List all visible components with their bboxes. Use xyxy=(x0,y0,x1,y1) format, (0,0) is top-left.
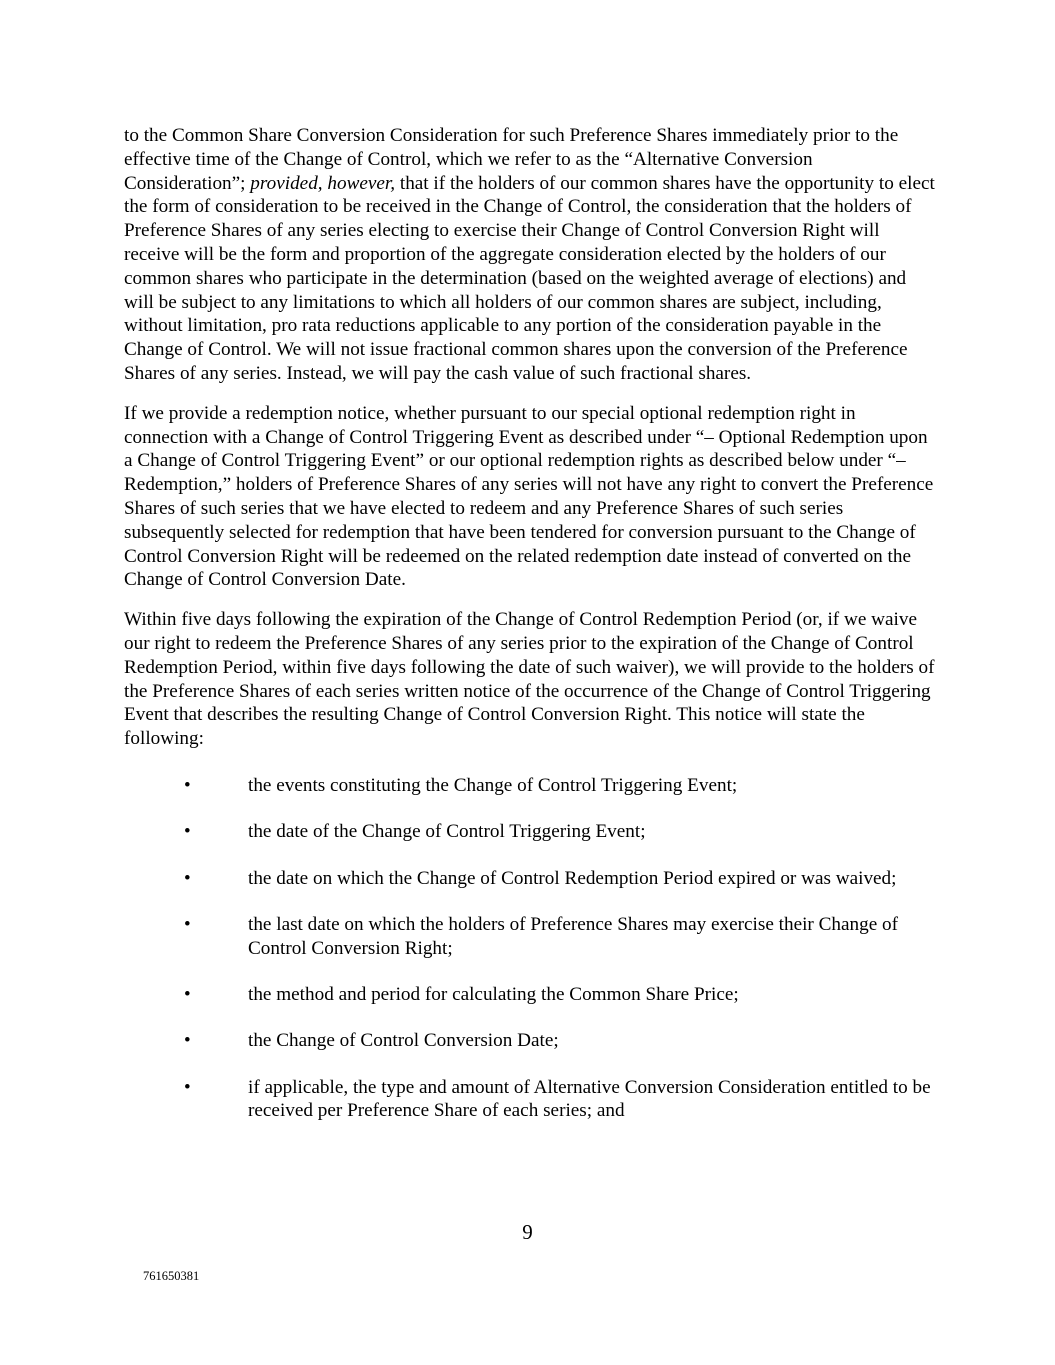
bullet-icon: • xyxy=(184,867,191,889)
list-item xyxy=(124,1029,936,1053)
list-item xyxy=(124,913,936,961)
document-id: 761650381 xyxy=(143,1269,200,1283)
paragraph-1-emphasis: provided, however, xyxy=(250,172,396,194)
paragraph-1-text-after: that if the holders of our common shares have the opportunity to elect the form of consideration to be received in the Change of Control, the consideration that the holders of Preference Shares of any series electing to exercise their Change of Control Conversion Right will receive will be the form and proportion of the aggregate consideration elected by the holders of our common shares who participate in the determination (based on the weighted average of elections) and will be subject to any limitations to which all holders of our common shares are subject, including, without limitation, pro rata reductions applicable to any portion of the consideration payable in the Change of Control. We will not issue fractional common shares upon the conversion of the Preference Shares of any series. Instead, we will pay the cash value of such fractional shares. xyxy=(124,172,935,384)
bullet-icon: • xyxy=(184,983,191,1005)
paragraph-1-text-before: to the Common Share Conversion Consideration for such Preference Shares immediately prior to the effective time of the Change of Control, which we refer to as the “Alternative Conversion Consideration”; xyxy=(124,125,899,194)
document-body xyxy=(124,124,936,1146)
list-item-text: the date on which the Change of Control Redemption Period expired or was waived; xyxy=(248,867,897,889)
list-item xyxy=(124,1076,936,1124)
paragraph-redemption-notice: If we provide a redemption notice, whether pursuant to our special optional redemption right in connection with a Change of Control Triggering Event as described under “– Optional Redemption upon a Change of Control Triggering Event” or our optional redemption rights as described below under “– Redemption,” holders of Preference Shares of any series will not have any right to convert the Preference Shares of such series that we have elected to redeem and any Preference Shares of such series subsequently selected for redemption that have been tendered for conversion pursuant to the Change of Control Conversion Right will be redeemed on the related redemption date instead of converted on the Change of Control Conversion Date. xyxy=(124,402,934,591)
list-item-text: the Change of Control Conversion Date; xyxy=(248,1030,559,1052)
paragraph-alternative-conversion-consideration xyxy=(124,124,936,386)
paragraph-notice-to-holders: Within five days following the expiration of the Change of Control Redemption Period (or, if we waive our right to redeem the Preference Shares of any series prior to the expiration of the Change of Control Redemption Period, within five days following the date of such waiver), we will provide to the holders of the Preference Shares of each series written notice of the occurrence of the Change of Control Triggering Event that describes the resulting Change of Control Conversion Right. This notice will state the following: xyxy=(124,609,935,750)
list-item-text: if applicable, the type and amount of Alternative Conversion Consideration entitled to be received per Preference Share of each series; and xyxy=(248,1076,931,1122)
list-item xyxy=(124,774,936,798)
list-item-text: the method and period for calculating the Common Share Price; xyxy=(248,983,739,1005)
list-item-text: the date of the Change of Control Triggering Event; xyxy=(248,821,646,843)
bullet-icon: • xyxy=(184,1076,191,1098)
bullet-icon: • xyxy=(184,913,191,935)
list-item-text: the events constituting the Change of Control Triggering Event; xyxy=(248,774,738,796)
bullet-icon: • xyxy=(184,821,191,843)
bullet-icon: • xyxy=(184,774,191,796)
notice-contents-list xyxy=(124,774,936,1123)
list-item xyxy=(124,867,936,891)
list-item xyxy=(124,983,936,1007)
list-item xyxy=(124,820,936,844)
list-item-text: the last date on which the holders of Preference Shares may exercise their Change of Control Conversion Right; xyxy=(248,913,898,959)
page-number: 9 xyxy=(522,1220,533,1244)
bullet-icon: • xyxy=(184,1030,191,1052)
